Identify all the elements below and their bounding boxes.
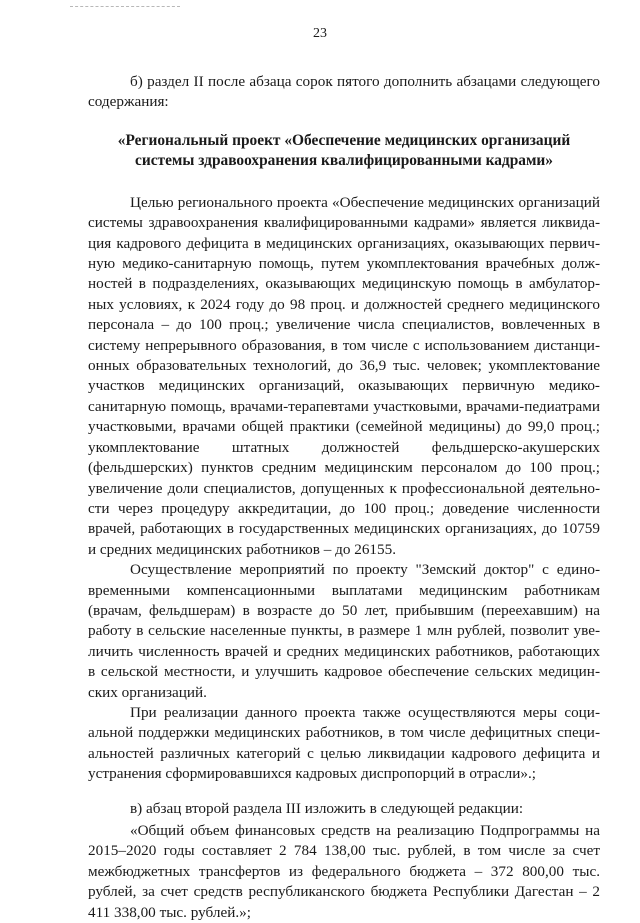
page-number: 23 xyxy=(313,26,327,41)
financing-quote-paragraph: «Общий объем финансовых средств на реализацию Подпрограммы на 2015–2020 годы составляет 2 784 138,00 тыс. рублей, в том числе за счет межбюджетных трансфертов из федерального бюджета – 372 800,00 тыс. рублей, за счет средств республиканского бюджета Республики Дагестан – 2 411 338,00 тыс. рублей.»; xyxy=(88,822,600,921)
zemsky-doctor-paragraph: Осуществление мероприятий по проекту "Земский доктор" с единовременными компенсационными выплатами медицинским работникам (врачам, фельдшерам) в возрасте до 50 лет, прибывшим (переехавшим) на работу в сельские населенные пункты, в размере 1 млн рублей, позволит увеличить численность врачей и средних медицинских работников, работающих в сельской местности, и улучшить кадровое обеспечение сельских медицинских организаций. xyxy=(88,561,600,701)
social-support-paragraph: При реализации данного проекта также осуществляются меры социальной поддержки медицинских работников, в том числе дефицитных специальностей различных категорий с целью ликвидации кадрового дефицита и устранения сформировавшихся кадровых диспропорций в отрасли».; xyxy=(88,703,600,783)
scan-artifact xyxy=(70,6,180,9)
project-goal-paragraph: Целью регионального проекта «Обеспечение медицинских организаций системы здравоохранения квалифицированными кадрами» является ликвидация кадрового дефицита в медицинских организациях, оказывающих первичную медико-санитарную помощь, путем укомплектования врачебных должностей в подразделениях, оказывающих медицинскую помощь в амбулаторных условиях, к 2024 году до 98 проц. и должностей среднего медицинского персонала – до 100 проц.; увеличение числа специалистов, вовлеченных в систему непрерывного образования, в том числе с использованием дистанционных образовательных технологий, до 36,9 тыс. человек; укомплектование участков медицинских организаций, оказывающих первичную медико-санитарную помощь, врачами-терапевтами участковыми, врачами-педиатрами участковыми, врачами общей практики (семейной медицины) до 99,0 проц.; укомплектование штатных должностей фельдшерско-акушерских (фельдшерских) пунктов средним медицинским персоналом до 100 проц.; увеличение доли специалистов, допущенных к профессиональной деятельности через процедуру аккредитации, до 100 проц.; доведение численности врачей, работающих в государственных медицинских организациях, до 10759 и средних медицинских работников – до 26155. xyxy=(88,193,600,558)
item-v-paragraph: в) абзац второй раздела III изложить в следующей редакции: xyxy=(130,799,524,817)
section-title: «Региональный проект «Обеспечение медицинских организаций системы здравоохранения квалифицированными кадрами» xyxy=(117,131,571,169)
intro-paragraph: б) раздел II после абзаца сорок пятого дополнить абзацами следующего содержания: xyxy=(88,73,600,111)
document-body xyxy=(88,72,600,923)
